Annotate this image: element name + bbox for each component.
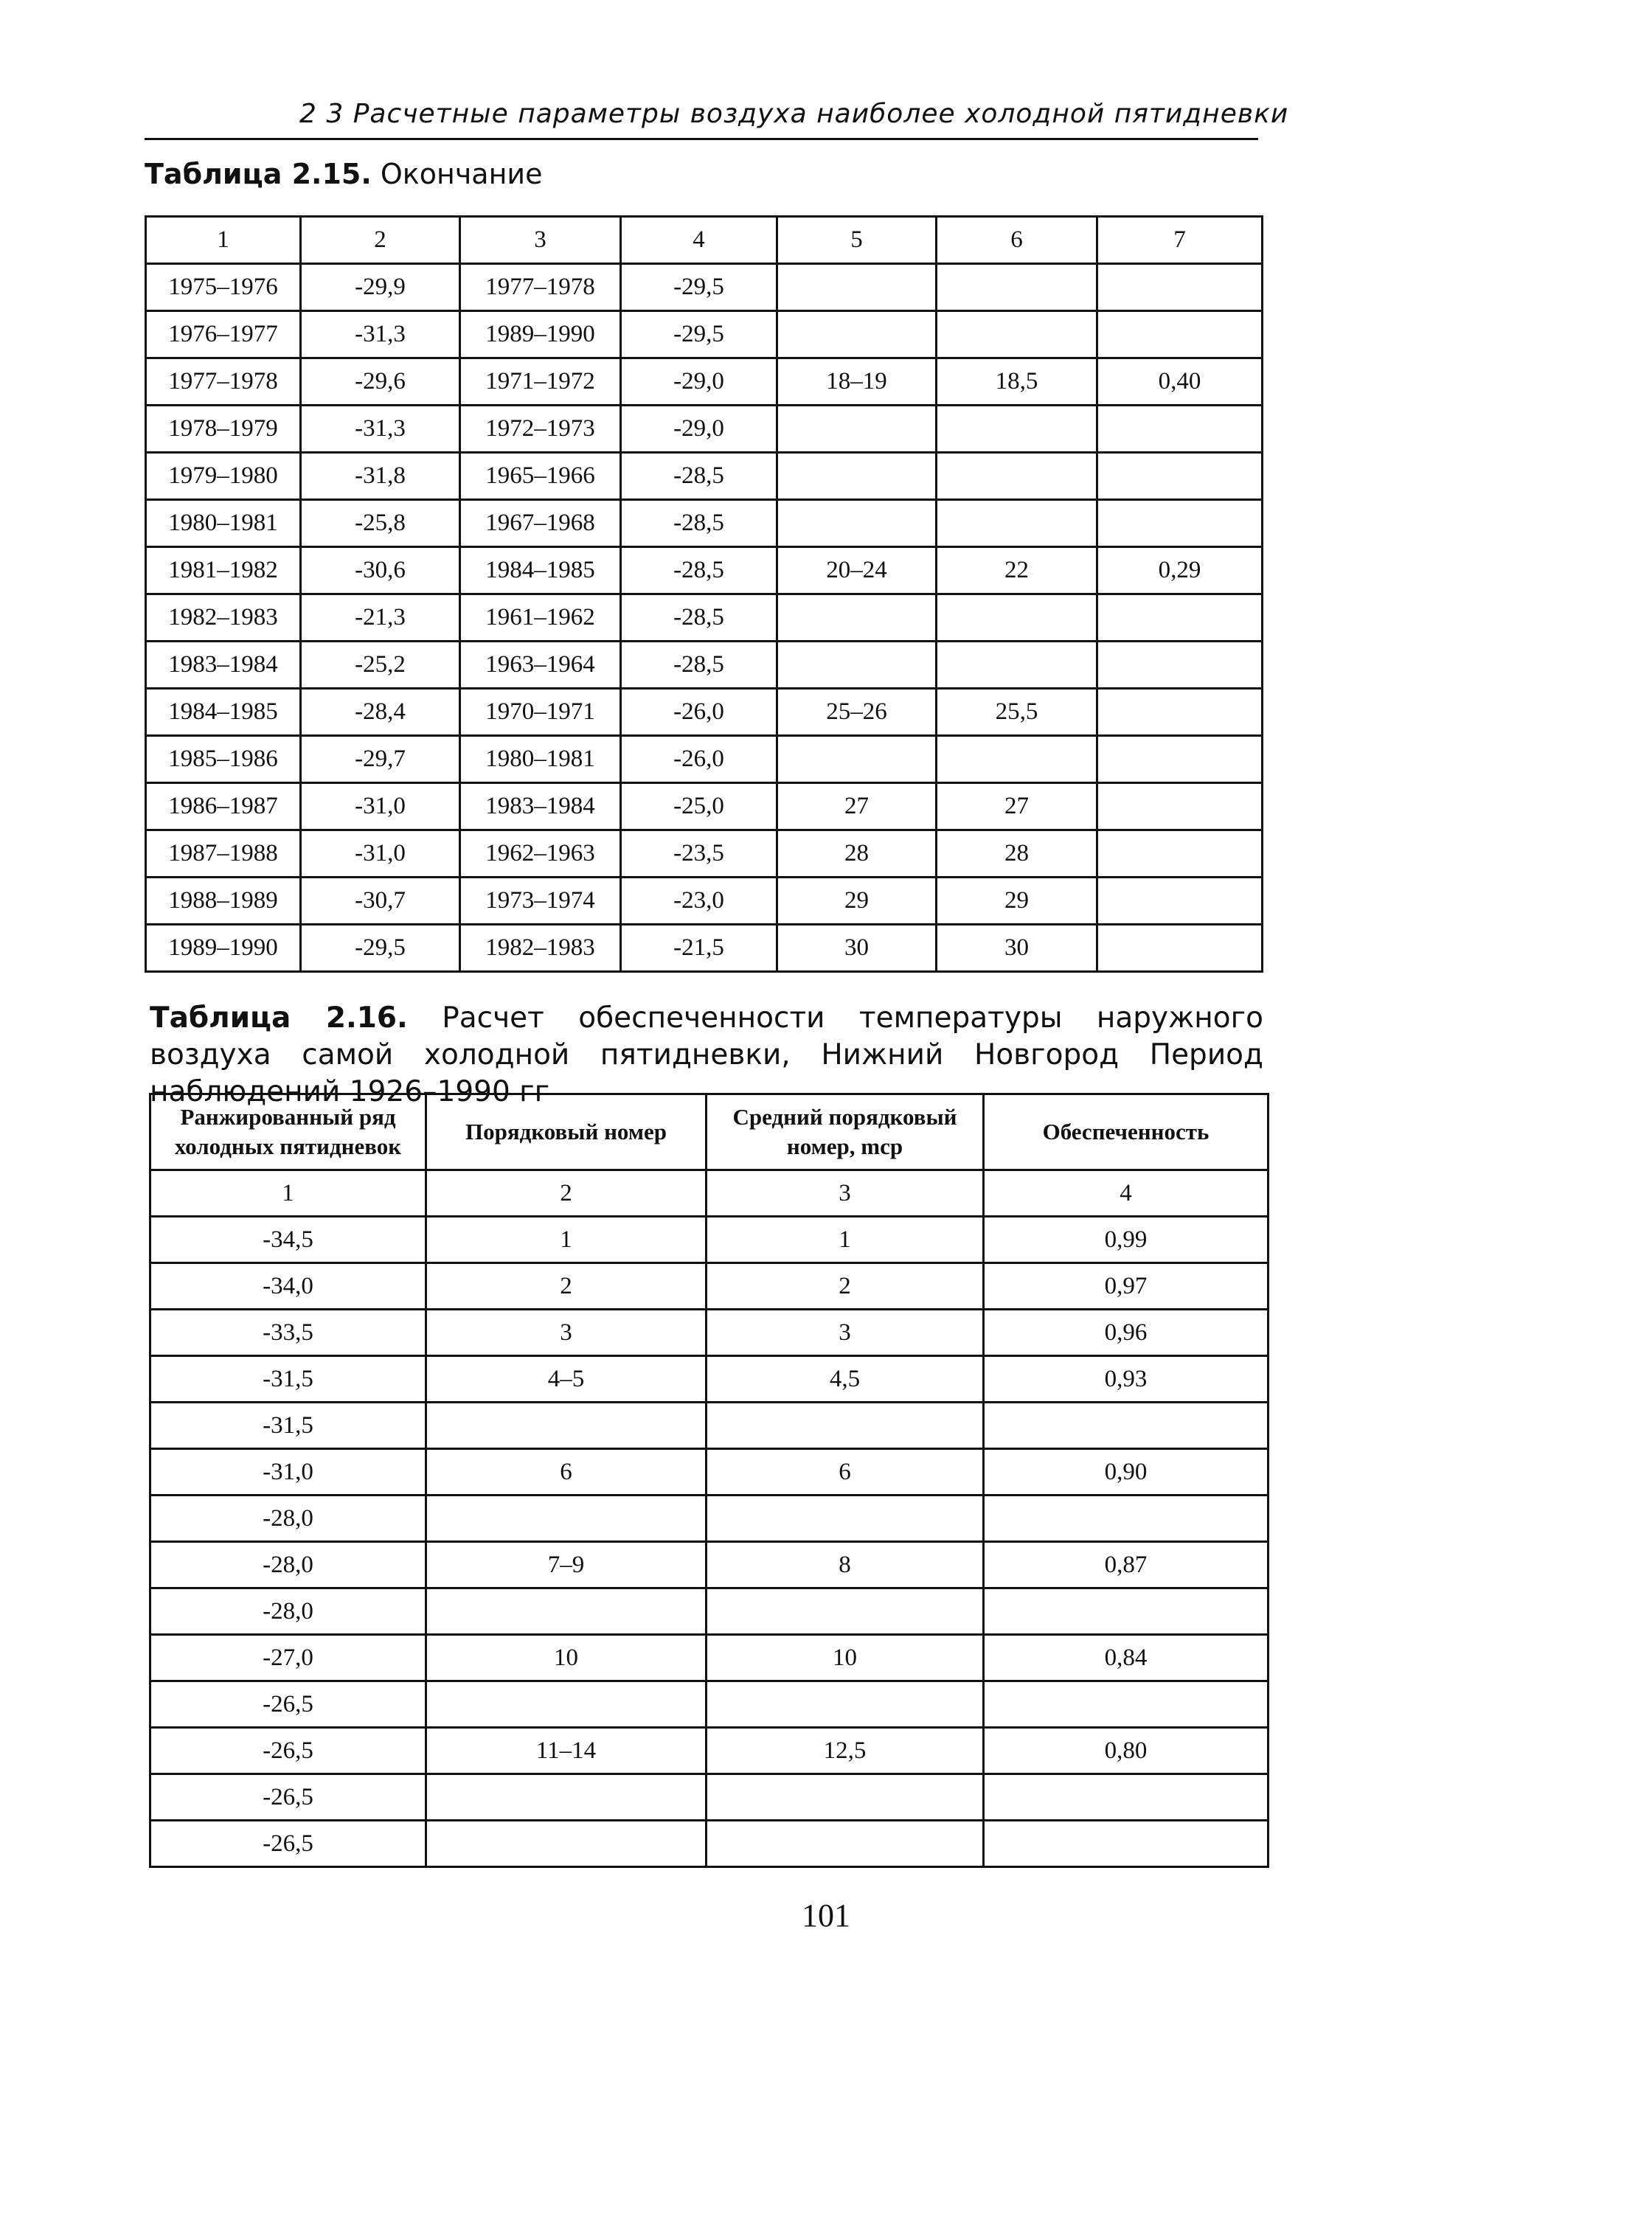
table-row — [146, 925, 1263, 972]
table-cell: -23,5 — [621, 830, 777, 878]
table-cell: -28,5 — [621, 500, 777, 547]
table-cell — [937, 264, 1097, 311]
table-cell: -26,0 — [621, 736, 777, 783]
table-cell — [707, 1588, 984, 1635]
table-cell: -25,2 — [301, 642, 460, 689]
table-cell — [707, 1403, 984, 1449]
table-cell: 6 — [426, 1449, 707, 1496]
table-cell: -28,0 — [150, 1542, 426, 1588]
table-cell: 1984–1985 — [460, 547, 621, 594]
table-2-15-caption-text: Окончание — [380, 158, 543, 190]
table-cell: -26,5 — [150, 1821, 426, 1867]
table-cell: 1982–1983 — [146, 594, 301, 642]
table-cell: 6 — [707, 1449, 984, 1496]
table-cell: 0,84 — [984, 1635, 1268, 1681]
table-cell: 1970–1971 — [460, 689, 621, 736]
running-head — [145, 97, 1289, 140]
table-row — [146, 500, 1263, 547]
table-cell: -25,8 — [301, 500, 460, 547]
table-cell — [1097, 925, 1263, 972]
table-row — [150, 1263, 1268, 1310]
table-cell: 1989–1990 — [146, 925, 301, 972]
table-cell — [984, 1588, 1268, 1635]
table-cell: 0,99 — [984, 1217, 1268, 1263]
table-cell: 1967–1968 — [460, 500, 621, 547]
table-cell: 1982–1983 — [460, 925, 621, 972]
table-cell: 1971–1972 — [460, 358, 621, 406]
table-row — [150, 1217, 1268, 1263]
table-cell — [1097, 783, 1263, 830]
table-cell — [984, 1821, 1268, 1867]
table-row — [150, 1635, 1268, 1681]
table-2-16 — [149, 1093, 1269, 1868]
table-2-16-col-number: 4 — [984, 1170, 1268, 1217]
table-cell: -26,5 — [150, 1728, 426, 1774]
table-cell — [1097, 689, 1263, 736]
table-cell: -31,5 — [150, 1403, 426, 1449]
table-row — [150, 1310, 1268, 1356]
table-cell: -28,5 — [621, 453, 777, 500]
table-cell: 1977–1978 — [146, 358, 301, 406]
table-cell: 0,80 — [984, 1728, 1268, 1774]
table-cell: -29,5 — [621, 311, 777, 358]
table-cell — [707, 1496, 984, 1542]
table-cell: -28,5 — [621, 547, 777, 594]
table-2-16-col-number: 1 — [150, 1170, 426, 1217]
table-cell — [426, 1496, 707, 1542]
table-cell: 1987–1988 — [146, 830, 301, 878]
table-cell: -31,8 — [301, 453, 460, 500]
table-cell — [937, 453, 1097, 500]
table-cell — [984, 1774, 1268, 1821]
table-cell: 1975–1976 — [146, 264, 301, 311]
table-2-16-col-number: 3 — [707, 1170, 984, 1217]
table-cell: -31,0 — [301, 830, 460, 878]
table-cell: 0,29 — [1097, 547, 1263, 594]
table-row — [146, 547, 1263, 594]
table-row — [146, 830, 1263, 878]
table-cell: 1980–1981 — [460, 736, 621, 783]
table-cell: 1978–1979 — [146, 406, 301, 453]
table-cell: 1983–1984 — [460, 783, 621, 830]
table-cell: 1977–1978 — [460, 264, 621, 311]
table-cell: 1988–1989 — [146, 878, 301, 925]
table-2-15-col-number: 6 — [937, 217, 1097, 264]
table-cell: 1980–1981 — [146, 500, 301, 547]
table-row — [150, 1403, 1268, 1449]
table-2-16-header-row — [150, 1094, 1268, 1170]
table-row — [150, 1728, 1268, 1774]
table-cell: 1989–1990 — [460, 311, 621, 358]
table-cell: -29,0 — [621, 358, 777, 406]
table-2-15-col-number: 2 — [301, 217, 460, 264]
table-cell: 1973–1974 — [460, 878, 621, 925]
table-cell: -26,5 — [150, 1681, 426, 1728]
table-cell: -23,0 — [621, 878, 777, 925]
table-2-16-column-header: Порядковый номер — [426, 1094, 707, 1170]
table-cell — [1097, 264, 1263, 311]
table-cell: 4–5 — [426, 1356, 707, 1403]
table-cell: 11–14 — [426, 1728, 707, 1774]
table-row — [150, 1588, 1268, 1635]
table-2-16-column-header: Ранжированный ряд холодных пятидневок — [150, 1094, 426, 1170]
table-cell: 1976–1977 — [146, 311, 301, 358]
table-cell: 0,93 — [984, 1356, 1268, 1403]
table-cell — [426, 1588, 707, 1635]
table-cell — [1097, 500, 1263, 547]
table-2-16-number: Таблица 2.16. — [150, 1001, 408, 1035]
table-cell: 10 — [426, 1635, 707, 1681]
table-cell: 8 — [707, 1542, 984, 1588]
table-cell — [707, 1821, 984, 1867]
table-cell: -29,7 — [301, 736, 460, 783]
table-cell: -31,3 — [301, 311, 460, 358]
table-cell: 1972–1973 — [460, 406, 621, 453]
table-cell: 2 — [707, 1263, 984, 1310]
table-2-15-caption — [145, 158, 543, 190]
table-cell — [426, 1681, 707, 1728]
table-row — [150, 1356, 1268, 1403]
table-cell: 3 — [707, 1310, 984, 1356]
table-cell — [1097, 453, 1263, 500]
table-cell — [777, 311, 937, 358]
table-cell: 30 — [937, 925, 1097, 972]
table-cell: -28,0 — [150, 1496, 426, 1542]
table-cell: 18–19 — [777, 358, 937, 406]
table-cell: -31,0 — [301, 783, 460, 830]
table-cell: 10 — [707, 1635, 984, 1681]
table-cell: 2 — [426, 1263, 707, 1310]
table-cell: -21,3 — [301, 594, 460, 642]
table-cell: 1 — [426, 1217, 707, 1263]
table-2-15-header-row — [146, 217, 1263, 264]
table-cell — [426, 1821, 707, 1867]
table-row — [150, 1774, 1268, 1821]
table-cell: 20–24 — [777, 547, 937, 594]
table-row — [150, 1681, 1268, 1728]
table-cell — [707, 1681, 984, 1728]
table-cell — [1097, 830, 1263, 878]
table-2-16-column-header: Обеспеченность — [984, 1094, 1268, 1170]
table-cell: 1 — [707, 1217, 984, 1263]
table-row — [150, 1542, 1268, 1588]
table-2-16-column-number-row — [150, 1170, 1268, 1217]
table-cell: 1963–1964 — [460, 642, 621, 689]
table-cell: -30,6 — [301, 547, 460, 594]
table-row — [146, 264, 1263, 311]
table-2-15-col-number: 4 — [621, 217, 777, 264]
table-cell: 7–9 — [426, 1542, 707, 1588]
table-cell — [1097, 878, 1263, 925]
table-row — [146, 453, 1263, 500]
table-row — [146, 642, 1263, 689]
table-cell: -28,0 — [150, 1588, 426, 1635]
table-cell: 27 — [777, 783, 937, 830]
table-cell: -33,5 — [150, 1310, 426, 1356]
table-row — [150, 1496, 1268, 1542]
table-cell: 0,90 — [984, 1449, 1268, 1496]
table-cell: -29,5 — [301, 925, 460, 972]
table-cell: -28,5 — [621, 594, 777, 642]
table-cell: 28 — [777, 830, 937, 878]
table-2-15-col-number: 1 — [146, 217, 301, 264]
table-cell — [937, 311, 1097, 358]
table-cell: -31,3 — [301, 406, 460, 453]
table-cell: -31,5 — [150, 1356, 426, 1403]
table-cell: 25–26 — [777, 689, 937, 736]
table-cell: 0,87 — [984, 1542, 1268, 1588]
table-row — [146, 878, 1263, 925]
table-row — [146, 311, 1263, 358]
table-cell: 1979–1980 — [146, 453, 301, 500]
table-cell: 1985–1986 — [146, 736, 301, 783]
table-cell — [937, 736, 1097, 783]
table-row — [150, 1449, 1268, 1496]
table-cell: 28 — [937, 830, 1097, 878]
table-cell — [777, 594, 937, 642]
table-row — [146, 358, 1263, 406]
table-cell: 27 — [937, 783, 1097, 830]
table-cell — [984, 1403, 1268, 1449]
table-cell — [777, 500, 937, 547]
table-2-15 — [145, 215, 1263, 973]
table-cell: 22 — [937, 547, 1097, 594]
table-cell: 1981–1982 — [146, 547, 301, 594]
table-2-16-column-header: Средний порядковый номер, mср — [707, 1094, 984, 1170]
table-cell: 1962–1963 — [460, 830, 621, 878]
table-2-16-caption-text: Расчет обеспеченности температуры наружного воздуха самой холодной пятидневки, Нижний Новгород Период наблюдений 1926–1990 гг — [150, 1001, 1263, 1108]
running-head-text: 2 3 Расчетные параметры воздуха наиболее холодной пятидневки — [299, 99, 1289, 129]
table-cell: -34,0 — [150, 1263, 426, 1310]
table-row — [150, 1821, 1268, 1867]
table-cell — [937, 642, 1097, 689]
table-cell — [707, 1774, 984, 1821]
table-cell: -28,4 — [301, 689, 460, 736]
table-row — [146, 689, 1263, 736]
table-cell: -29,0 — [621, 406, 777, 453]
table-cell: 0,97 — [984, 1263, 1268, 1310]
table-cell — [426, 1403, 707, 1449]
table-cell: -29,6 — [301, 358, 460, 406]
table-cell: -25,0 — [621, 783, 777, 830]
table-cell — [1097, 642, 1263, 689]
table-cell — [777, 453, 937, 500]
table-cell — [1097, 736, 1263, 783]
table-cell: -29,5 — [621, 264, 777, 311]
table-row — [146, 783, 1263, 830]
table-row — [146, 736, 1263, 783]
table-cell: 1984–1985 — [146, 689, 301, 736]
table-cell: 3 — [426, 1310, 707, 1356]
table-cell: 1965–1966 — [460, 453, 621, 500]
table-cell: 25,5 — [937, 689, 1097, 736]
table-cell — [984, 1681, 1268, 1728]
table-cell — [984, 1496, 1268, 1542]
table-2-16-col-number: 2 — [426, 1170, 707, 1217]
table-2-15-col-number: 5 — [777, 217, 937, 264]
table-cell — [937, 500, 1097, 547]
table-cell: -21,5 — [621, 925, 777, 972]
table-cell — [426, 1774, 707, 1821]
table-cell — [937, 594, 1097, 642]
table-cell: -34,5 — [150, 1217, 426, 1263]
table-cell — [777, 642, 937, 689]
table-cell: -26,0 — [621, 689, 777, 736]
table-cell — [777, 264, 937, 311]
table-cell: -27,0 — [150, 1635, 426, 1681]
table-cell — [1097, 406, 1263, 453]
table-cell: -30,7 — [301, 878, 460, 925]
table-cell: 12,5 — [707, 1728, 984, 1774]
table-cell: 1961–1962 — [460, 594, 621, 642]
table-cell: 29 — [777, 878, 937, 925]
table-cell: 1983–1984 — [146, 642, 301, 689]
table-cell — [777, 736, 937, 783]
table-cell: 0,40 — [1097, 358, 1263, 406]
table-cell: 4,5 — [707, 1356, 984, 1403]
table-cell — [1097, 311, 1263, 358]
table-row — [146, 594, 1263, 642]
table-cell: 29 — [937, 878, 1097, 925]
table-2-15-col-number: 7 — [1097, 217, 1263, 264]
table-cell: 0,96 — [984, 1310, 1268, 1356]
table-cell — [1097, 594, 1263, 642]
table-cell — [777, 406, 937, 453]
table-cell: -26,5 — [150, 1774, 426, 1821]
page-number: 101 — [802, 1897, 850, 1934]
table-row — [146, 406, 1263, 453]
table-2-15-number: Таблица 2.15. — [145, 158, 372, 190]
table-cell: -28,5 — [621, 642, 777, 689]
table-cell: -31,0 — [150, 1449, 426, 1496]
table-cell: -29,9 — [301, 264, 460, 311]
table-cell: 30 — [777, 925, 937, 972]
table-cell: 1986–1987 — [146, 783, 301, 830]
table-2-15-col-number: 3 — [460, 217, 621, 264]
table-cell: 18,5 — [937, 358, 1097, 406]
table-cell — [937, 406, 1097, 453]
